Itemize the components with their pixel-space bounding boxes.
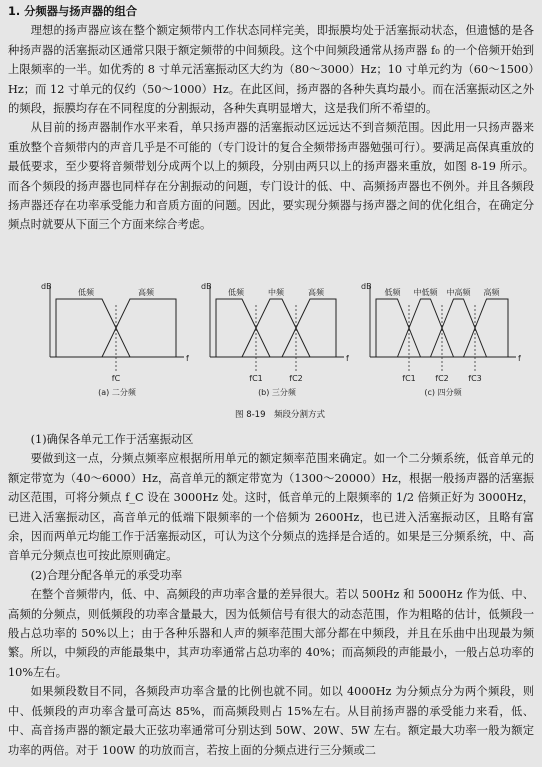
band-label: 低频 (384, 288, 401, 297)
diagram-three-way (200, 275, 348, 405)
top-text-block (8, 2, 534, 235)
crossover-label: fC3 (468, 374, 482, 383)
band-curve (463, 299, 508, 357)
band-label: 高频 (483, 288, 500, 297)
x-axis-label: f (518, 354, 521, 363)
band-label: 中高频 (446, 288, 471, 297)
band-label: 中低频 (413, 288, 438, 297)
section-title: 1. 分频器与扬声器的组合 (8, 5, 138, 18)
figure-caption: 图 8-19 频段分割方式 (235, 410, 325, 420)
band-curve (56, 299, 130, 357)
band-curve (242, 299, 310, 357)
paragraph-1: 理想的扬声器应该在整个额定频带内工作状态同样完美，即振膜均处于活塞振动状态，但遗憾的是各种扬声器的活塞振动区通常只限于额定频带的中间频段。这个中间频段通常从扬声器 f₀ 的一个倍频开始到上限频率的一半。如优秀的 8 寸单元活塞振动区大约为（80～3000）Hz；10 寸单元约为（60～1500）Hz；而 12 寸单元的仅约（50～1000）Hz。在此区间，扬声器的各种失真均最小。而在活塞振动区之外的频段，振膜均存在不同程度的分割振动，各种失真明显增大，这是我们所不希望的。 (8, 24, 534, 116)
band-curve (102, 299, 176, 357)
band-curve (216, 299, 270, 357)
paragraph-2: 从目前的扬声器制作水平来看，单只扬声器的活塞振动区远远达不到音频范围。因此用一只扬声器来重放整个音频带内的声音几乎是不可能的（专门设计的复合全频带扬声器勉强可行）。要满足高保真重放的最低要求，至少要将音频带划分成两个以上的频段，分别由两只以上的扬声器来重放，如图 8-19 所示。而各个频段的扬声器也同样存在分割振动的问题，专门设计的低、中、高频扬声器也不例外。并且各频段扬声器还存在功率承受能力和音质方面的问题。因此，要实现分频器与扬声器之间的优化组合，在确定分频点时就要从下面三个方面来综合考虑。 (8, 121, 534, 232)
band-label: 低频 (228, 288, 244, 297)
paragraph-last: 如果频段数目不同，各频段声功率含量的比例也就不同。如以 4000Hz 为分频点分为两个频段，则中、低频段的声功率含量可高达 85%，而高频段则占 15%左右。从目前扬声器的承受能力来看，低、中、高音扬声器的额定最大正弦功率通常可分别达到 50W、20W、5W 左右。额定最大功率一般为额定功率的两倍。对于 100W 的功放而言，若按上面的分频点进行三分频或二 (8, 685, 534, 757)
band-curve (397, 299, 453, 357)
band-curve (282, 299, 336, 357)
diagram-two-way (40, 275, 188, 405)
crossover-label: fC1 (402, 374, 416, 383)
x-axis-label: f (346, 354, 349, 363)
band-curve (430, 299, 486, 357)
band-label: 低频 (78, 288, 94, 297)
diagram-four-way (360, 275, 521, 405)
crossover-label: fC (111, 374, 121, 383)
y-axis-label: dB (201, 282, 212, 291)
x-axis-label: f (186, 354, 189, 363)
crossover-label: fC2 (435, 374, 449, 383)
subsection-1-title: (1)确保各单元工作于活塞振动区 (30, 433, 194, 446)
band-curve (376, 299, 421, 357)
y-axis-label: dB (41, 282, 52, 291)
diagram-two-way-svg (40, 275, 188, 405)
diagram-subcaption: (a) 二分频 (98, 388, 136, 397)
bottom-text-block (8, 430, 534, 760)
crossover-label: fC2 (289, 374, 303, 383)
y-axis-label: dB (361, 282, 372, 291)
band-label: 中频 (268, 288, 284, 297)
diagram-three-way-svg (200, 275, 348, 405)
band-label: 高频 (308, 288, 324, 297)
subsection-2-title: (2)合理分配各单元的承受功率 (30, 568, 183, 582)
diagram-subcaption: (b) 三分频 (258, 388, 296, 397)
diagram-subcaption: (c) 四分频 (424, 388, 462, 397)
figure-8-19 (40, 275, 520, 425)
crossover-label: fC1 (249, 374, 263, 383)
band-label: 高频 (138, 288, 154, 297)
diagram-four-way-svg (360, 275, 520, 405)
subsection-2-text: 在整个音频带内，低、中、高频段的声功率含量的差异很大。若以 500Hz 和 5000Hz 作为低、中、高频的分频点，则低频段的功率含量最大，因为低频信号有很大的动态范围，作为粗略的估计，低频段一般占总功率的 50%以上；由于各种乐器和人声的频率范围大部分都在中频段，并且在乐曲中出现最为频繁。所以，中频段的声能最集中，其声功率通常占总功率的 40%；而高频段的声能最小，一般占总功率的 10%左右。 (8, 588, 534, 679)
subsection-1-text: 要做到这一点，分频点频率应根据所用单元的额定频率范围来确定。如一个二分频系统，低音单元的额定带宽为（40～6000）Hz，高音单元的额定带宽为（1300～20000）Hz，根据一般扬声器的活塞振动区范围，可将分频点 f_C 设在 3000Hz 处。这时，低音单元的上限频率的 1/2 倍频正好为 3000Hz，已进入活塞振动区，高音单元的低端下限频率的一个倍频为 2600Hz，也已进入活塞振动区，且略有富余，因而两单元均能工作于活塞振动区，可认为这个分频点的选择是合适的。如果是三分频系统，中、高音单元分频点也可按此原则确定。 (8, 452, 534, 563)
